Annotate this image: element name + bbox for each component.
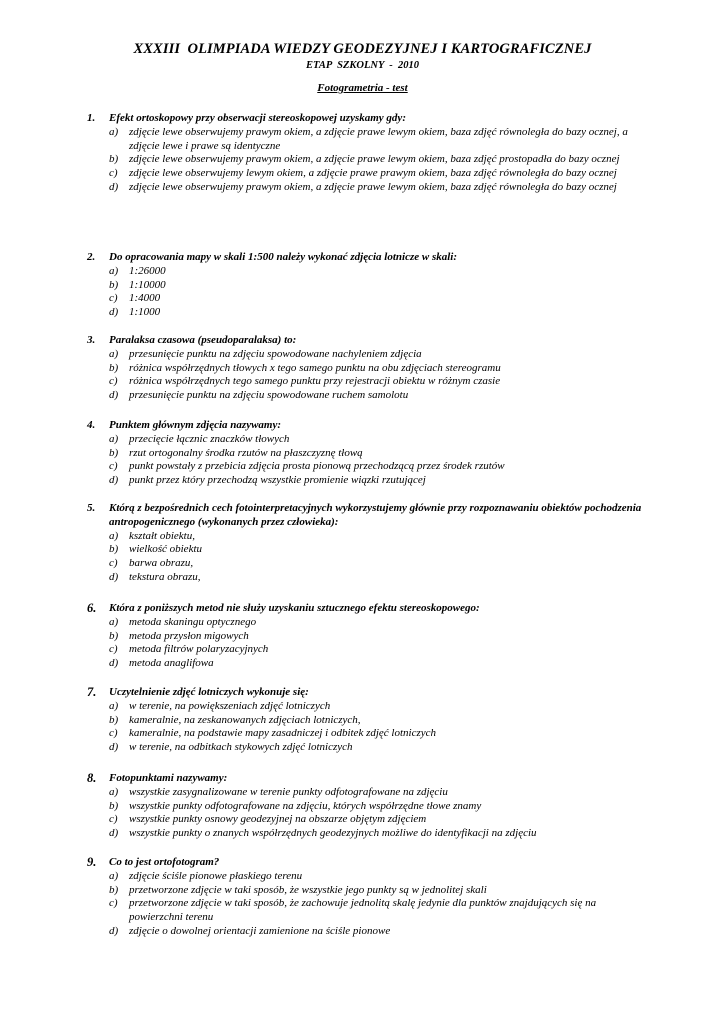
answer-text: wielkość obiektu <box>129 543 203 556</box>
answer-option <box>0 786 725 800</box>
answer-option <box>0 447 725 461</box>
answer-option <box>0 460 725 474</box>
question-text: Uczytelnienie zdjęć lotniczych wykonuje się: <box>109 686 309 698</box>
answer-letter: b) <box>109 361 119 374</box>
answer-text: 1:1000 <box>129 306 161 319</box>
answer-option <box>0 571 725 585</box>
answer-letter: a) <box>109 785 119 798</box>
question-3 <box>0 334 725 403</box>
question-heading <box>0 251 725 265</box>
answer-letter: d) <box>109 657 119 670</box>
question-8 <box>0 772 725 841</box>
answer-option <box>0 181 725 195</box>
answer-letter: d) <box>109 306 119 319</box>
answer-option <box>0 126 725 154</box>
answer-letter: d) <box>109 474 119 487</box>
answer-letter: c) <box>109 813 118 826</box>
answer-option <box>0 543 725 557</box>
answer-text: zdjęcie lewe obserwujemy prawym okiem, a zdjęcie prawe lewym okiem, baza zdjęć równoległa do bazy ocznej <box>129 180 617 193</box>
answer-option <box>0 657 725 671</box>
answer-option <box>0 474 725 488</box>
answer-text: wszystkie punkty o znanych współrzędnych geodezyjnych możliwe do identyfikacji na zdjęciu <box>129 827 537 840</box>
question-4 <box>0 419 725 488</box>
question-2 <box>0 251 725 320</box>
question-text: Która z poniższych metod nie służy uzyskaniu sztucznego efektu stereoskopowego: <box>109 602 480 614</box>
answer-option <box>0 630 725 644</box>
question-6 <box>0 602 725 671</box>
answer-letter: d) <box>109 180 119 193</box>
answer-text: wszystkie zasygnalizowane w terenie punkty odfotografowane na zdjęciu <box>129 785 448 798</box>
answer-text: rzut ortogonalny środka rzutów na płaszczyznę tłową <box>129 446 363 459</box>
question-number: 1. <box>87 112 96 124</box>
answer-text: różnica współrzędnych tłowych x tego samego punktu na obu zdjęciach stereogramu <box>129 361 501 374</box>
question-heading <box>0 686 725 700</box>
question-heading <box>0 112 725 126</box>
answer-text: 1:26000 <box>129 264 166 277</box>
answer-option <box>0 153 725 167</box>
answer-option <box>0 348 725 362</box>
answer-letter: c) <box>109 460 118 473</box>
answer-text: zdjęcie lewe obserwujemy prawym okiem, a zdjęcie prawe lewym okiem, baza zdjęć prostopadła do bazy ocznej <box>129 153 620 166</box>
question-text: Punktem głównym zdjęcia nazywamy: <box>109 419 282 431</box>
answer-text: kameralnie, na zeskanowanych zdjęciach lotniczych, <box>129 713 361 726</box>
question-number: 7. <box>87 685 97 699</box>
answer-letter: c) <box>109 167 118 180</box>
answer-option <box>0 375 725 389</box>
question-heading <box>0 334 725 348</box>
answer-letter: a) <box>109 347 119 360</box>
answer-text: barwa obrazu, <box>129 557 194 570</box>
answer-option <box>0 389 725 403</box>
question-7 <box>0 686 725 755</box>
answer-option <box>0 279 725 293</box>
answer-letter: a) <box>109 125 119 138</box>
answer-letter: b) <box>109 883 119 896</box>
answer-letter: b) <box>109 799 119 812</box>
answer-letter: c) <box>109 375 118 388</box>
answer-letter: c) <box>109 292 118 305</box>
answer-letter: c) <box>109 727 118 740</box>
question-number: 5. <box>87 502 96 514</box>
answer-option <box>0 643 725 657</box>
answer-letter: a) <box>109 869 119 882</box>
answer-option <box>0 897 725 925</box>
answer-letter: c) <box>109 643 118 656</box>
question-text: Do opracowania mapy w skali 1:500 należy wykonać zdjęcia lotnicze w skali: <box>109 251 458 263</box>
answer-text: tekstura obrazu, <box>129 570 201 583</box>
answer-letter: b) <box>109 713 119 726</box>
answer-option <box>0 167 725 181</box>
answer-text: 1:10000 <box>129 278 166 291</box>
document-title: XXXIII OLIMPIADA WIEDZY GEODEZYJNEJ I KARTOGRAFICZNEJ <box>133 41 592 57</box>
question-number: 6. <box>87 601 97 615</box>
answer-letter: a) <box>109 529 119 542</box>
question-9 <box>0 856 725 939</box>
answer-option <box>0 616 725 630</box>
answer-text: metoda filtrów polaryzacyjnych <box>129 643 269 656</box>
question-number: 2. <box>87 251 96 263</box>
question-number: 8. <box>87 771 97 785</box>
document-subtitle: ETAP SZKOLNY - 2010 <box>306 60 419 71</box>
question-1 <box>0 112 725 195</box>
answer-option <box>0 557 725 571</box>
test-subject: Fotogrametria - test <box>317 82 408 94</box>
answer-option <box>0 433 725 447</box>
answer-text: zdjęcie lewe obserwujemy lewym okiem, a zdjęcie prawe prawym okiem, baza zdjęć równoległa do bazy ocznej <box>129 167 617 180</box>
answer-option <box>0 530 725 544</box>
answer-option <box>0 292 725 306</box>
question-heading <box>0 772 725 786</box>
answer-text: różnica współrzędnych tego samego punktu przy rejestracji obiektu w różnym czasie <box>129 375 501 388</box>
question-text: Efekt ortoskopowy przy obserwacji stereoskopowej uzyskamy gdy: <box>109 112 406 124</box>
answer-text: metoda skaningu optycznego <box>129 615 257 628</box>
answer-text: przetworzone zdjęcie w taki sposób, że wszystkie jego punkty są w jednolitej skali <box>129 883 487 896</box>
answer-option <box>0 925 725 939</box>
answer-letter: b) <box>109 629 119 642</box>
answer-letter: d) <box>109 924 119 937</box>
answer-option <box>0 813 725 827</box>
answer-letter: a) <box>109 615 119 628</box>
answer-option <box>0 306 725 320</box>
answer-text: kształt obiektu, <box>129 529 195 542</box>
question-heading <box>0 419 725 433</box>
answer-letter: d) <box>109 827 119 840</box>
answer-letter: d) <box>109 389 119 402</box>
question-text: Którą z bezpośrednich cech fotointerpretacyjnych wykorzystujemy głównie przy rozpoznawaniu obiektów pochodzenia antropogenicznego (wykonanych przez człowieka): <box>109 502 642 528</box>
answer-option <box>0 870 725 884</box>
answer-text: zdjęcie o dowolnej orientacji zamienione na ściśle pionowe <box>129 924 391 937</box>
question-text: Paralaksa czasowa (pseudoparalaksa) to: <box>109 334 297 346</box>
answer-text: kameralnie, na podstawie mapy zasadniczej i odbitek zdjęć lotniczych <box>129 727 437 740</box>
answer-letter: b) <box>109 446 119 459</box>
answer-text: w terenie, na odbitkach stykowych zdjęć lotniczych <box>129 741 353 754</box>
question-number: 3. <box>87 334 96 346</box>
answer-option <box>0 800 725 814</box>
answer-text: metoda anaglifowa <box>129 657 214 670</box>
answer-letter: c) <box>109 557 118 570</box>
answer-letter: a) <box>109 432 119 445</box>
question-text: Fotopunktami nazywamy: <box>109 772 228 784</box>
answer-option <box>0 884 725 898</box>
answer-text: 1:4000 <box>129 292 161 305</box>
answer-option <box>0 265 725 279</box>
answer-text: przesunięcie punktu na zdjęciu spowodowane ruchem samolotu <box>129 389 409 402</box>
answer-text: punkt przez który przechodzą wszystkie promienie wiązki rzutującej <box>129 474 426 487</box>
answer-letter: b) <box>109 278 119 291</box>
answer-option <box>0 714 725 728</box>
answer-text: zdjęcie ściśle pionowe płaskiego terenu <box>129 869 303 882</box>
question-heading <box>0 502 725 530</box>
answer-letter: d) <box>109 741 119 754</box>
answer-text: zdjęcie lewe obserwujemy prawym okiem, a zdjęcie prawe lewym okiem, baza zdjęć równoległa do bazy ocznej, a zdjęcie lewe i prawe są identyczne <box>129 125 628 152</box>
answer-letter: a) <box>109 699 119 712</box>
answer-text: wszystkie punkty odfotografowane na zdjęciu, których współrzędne tłowe znamy <box>129 799 482 812</box>
answer-option <box>0 727 725 741</box>
answer-option <box>0 362 725 376</box>
question-number: 9. <box>87 855 97 869</box>
answer-letter: c) <box>109 897 118 910</box>
answer-option <box>0 827 725 841</box>
answer-text: metoda przysłon migowych <box>129 629 249 642</box>
answer-letter: b) <box>109 153 119 166</box>
answer-text: punkt powstały z przebicia zdjęcia prosta pionową przechodzącą przez środek rzutów <box>129 460 505 473</box>
answer-text: przesunięcie punktu na zdjęciu spowodowane nachyleniem zdjęcia <box>129 347 422 360</box>
answer-letter: d) <box>109 570 119 583</box>
answer-letter: b) <box>109 543 119 556</box>
question-5 <box>0 502 725 585</box>
question-heading <box>0 602 725 616</box>
question-text: Co to jest ortofotogram? <box>109 856 220 868</box>
answer-option <box>0 700 725 714</box>
answer-text: przetworzone zdjęcie w taki sposób, że zachowuje jednolitą skalę jedynie dla punktów znajdujących się na powierzchni terenu <box>129 897 597 924</box>
question-heading <box>0 856 725 870</box>
answer-text: wszystkie punkty osnowy geodezyjnej na obszarze objętym zdjęciem <box>129 813 427 826</box>
answer-text: w terenie, na powiększeniach zdjęć lotniczych <box>129 699 331 712</box>
question-number: 4. <box>87 419 96 431</box>
answer-letter: a) <box>109 264 119 277</box>
answer-text: przecięcie łącznic znaczków tłowych <box>129 432 290 445</box>
answer-option <box>0 741 725 755</box>
